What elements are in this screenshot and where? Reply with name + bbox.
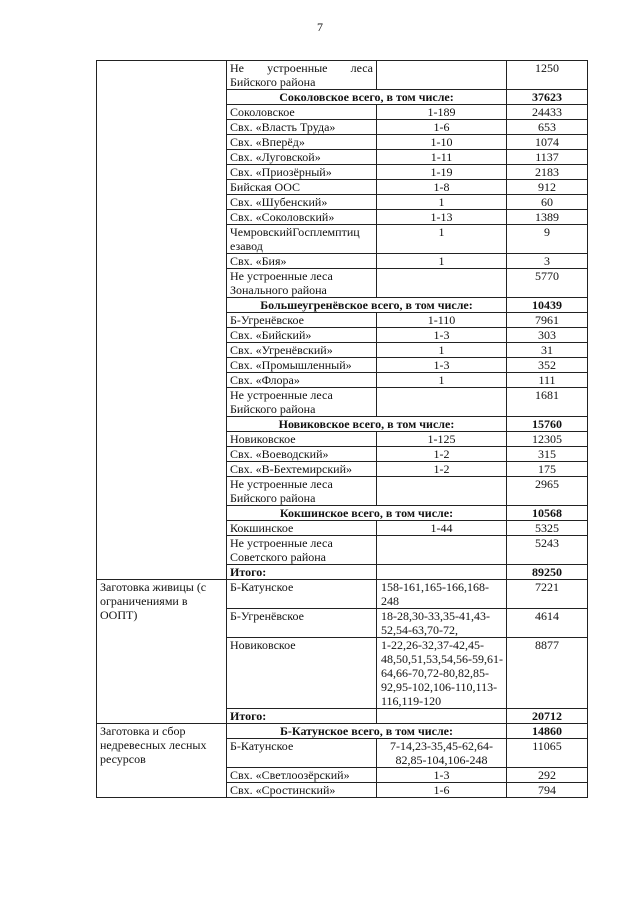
quarters-cell <box>377 61 507 90</box>
quarters-cell: 1-2 <box>377 462 507 477</box>
area-name-cell: Свх. «Соколовский» <box>227 210 377 225</box>
area-value-cell: 111 <box>507 373 588 388</box>
quarters-cell: 1 <box>377 343 507 358</box>
subtotal-value: 10568 <box>507 506 588 521</box>
area-value-cell: 303 <box>507 328 588 343</box>
table-row <box>97 580 588 609</box>
area-value-cell: 7221 <box>507 580 588 609</box>
quarters-cell <box>377 269 507 298</box>
quarters-cell <box>377 477 507 506</box>
area-value-cell: 9 <box>507 225 588 254</box>
quarters-cell <box>377 536 507 565</box>
area-value-cell: 11065 <box>507 739 588 768</box>
area-value-cell: 1137 <box>507 150 588 165</box>
quarters-cell: 1-8 <box>377 180 507 195</box>
subtotal-label: Новиковское всего, в том числе: <box>227 417 507 432</box>
quarters-cell: 1-22,26-32,37-42,45-48,50,51,53,54,56-59,61-64,66-70,72-80,82,85-92,95-102,106-110,113-116,119-120 <box>377 638 507 709</box>
quarters-cell: 1-19 <box>377 165 507 180</box>
area-name-cell: Свх. «Бийский» <box>227 328 377 343</box>
area-name-cell: Свх. «Власть Труда» <box>227 120 377 135</box>
area-name-cell: Свх. «Светлоозёрский» <box>227 768 377 783</box>
area-value-cell: 31 <box>507 343 588 358</box>
quarters-cell: 1 <box>377 225 507 254</box>
area-name-cell: Б-Угренёвское <box>227 609 377 638</box>
table-body <box>97 61 588 798</box>
area-name-cell: Новиковское <box>227 638 377 709</box>
quarters-cell: 1-13 <box>377 210 507 225</box>
area-name-cell: Свх. «Воеводский» <box>227 447 377 462</box>
area-value-cell: 3 <box>507 254 588 269</box>
area-value-cell: 5325 <box>507 521 588 536</box>
subtotal-value: 10439 <box>507 298 588 313</box>
total-value: 89250 <box>507 565 588 580</box>
area-name-cell: Не устроенные леса Бийского района <box>227 388 377 417</box>
area-value-cell: 912 <box>507 180 588 195</box>
area-name-cell: Свх. «Приозёрный» <box>227 165 377 180</box>
area-name-cell: Свх. «В-Бехтемирский» <box>227 462 377 477</box>
area-name-cell: Свх. «Угренёвский» <box>227 343 377 358</box>
area-value-cell: 2965 <box>507 477 588 506</box>
subtotal-label: Б-Катунское всего, в том числе: <box>227 724 507 739</box>
quarters-cell: 1-189 <box>377 105 507 120</box>
area-value-cell: 653 <box>507 120 588 135</box>
quarters-cell: 1 <box>377 254 507 269</box>
category-cell <box>97 61 227 580</box>
empty-cell <box>377 709 507 724</box>
area-value-cell: 1681 <box>507 388 588 417</box>
area-name-cell: Не устроенные леса Бийского района <box>227 61 377 90</box>
area-name-cell: Не устроенные леса Советского района <box>227 536 377 565</box>
area-value-cell: 2183 <box>507 165 588 180</box>
forest-use-table <box>96 60 588 798</box>
subtotal-value: 15760 <box>507 417 588 432</box>
quarters-cell: 1-44 <box>377 521 507 536</box>
area-name-cell: Свх. «Луговской» <box>227 150 377 165</box>
area-name-cell: Свх. «Бия» <box>227 254 377 269</box>
area-value-cell: 292 <box>507 768 588 783</box>
total-value: 20712 <box>507 709 588 724</box>
area-name-cell: Не устроенные леса Зонального района <box>227 269 377 298</box>
area-name-cell: Б-Угренёвское <box>227 313 377 328</box>
quarters-cell: 1-10 <box>377 135 507 150</box>
area-value-cell: 12305 <box>507 432 588 447</box>
area-value-cell: 1250 <box>507 61 588 90</box>
area-name-cell: Бийская ООС <box>227 180 377 195</box>
subtotal-label: Кокшинское всего, в том числе: <box>227 506 507 521</box>
quarters-cell: 1-3 <box>377 768 507 783</box>
quarters-cell: 1 <box>377 373 507 388</box>
quarters-cell: 1-3 <box>377 358 507 373</box>
area-value-cell: 1074 <box>507 135 588 150</box>
empty-cell <box>377 565 507 580</box>
area-name-cell: Соколовское <box>227 105 377 120</box>
subtotal-value: 14860 <box>507 724 588 739</box>
quarters-cell: 1-3 <box>377 328 507 343</box>
table-row <box>97 61 588 90</box>
area-value-cell: 7961 <box>507 313 588 328</box>
page-number: 7 <box>317 20 323 34</box>
category-cell: Заготовка живицы (с ограничениями в ООПТ) <box>97 580 227 724</box>
subtotal-label: Большеугренёвское всего, в том числе: <box>227 298 507 313</box>
area-value-cell: 794 <box>507 783 588 798</box>
quarters-cell: 1-11 <box>377 150 507 165</box>
quarters-cell: 1-2 <box>377 447 507 462</box>
area-value-cell: 175 <box>507 462 588 477</box>
area-name-cell: Свх. «Сростинский» <box>227 783 377 798</box>
area-name-cell: Свх. «Флора» <box>227 373 377 388</box>
quarters-cell: 18-28,30-33,35-41,43-52,54-63,70-72, <box>377 609 507 638</box>
area-name-cell: Свх. «Вперёд» <box>227 135 377 150</box>
area-name-cell: Свх. «Шубенский» <box>227 195 377 210</box>
area-value-cell: 5770 <box>507 269 588 298</box>
area-value-cell: 1389 <box>507 210 588 225</box>
quarters-cell: 7-14,23-35,45-62,64-82,85-104,106-248 <box>377 739 507 768</box>
category-cell: Заготовка и сбор недревесных лесных ресурсов <box>97 724 227 798</box>
area-name-cell: Б-Катунское <box>227 580 377 609</box>
quarters-cell: 1-110 <box>377 313 507 328</box>
area-name-cell: Свх. «Промышленный» <box>227 358 377 373</box>
area-name-cell: Новиковское <box>227 432 377 447</box>
area-value-cell: 315 <box>507 447 588 462</box>
subtotal-row <box>97 724 588 739</box>
area-name-cell: Не устроенные леса Бийского района <box>227 477 377 506</box>
area-name-cell: Кокшинское <box>227 521 377 536</box>
quarters-cell: 1-6 <box>377 783 507 798</box>
subtotal-value: 37623 <box>507 90 588 105</box>
area-value-cell: 352 <box>507 358 588 373</box>
quarters-cell <box>377 388 507 417</box>
area-value-cell: 60 <box>507 195 588 210</box>
area-value-cell: 5243 <box>507 536 588 565</box>
quarters-cell: 1-6 <box>377 120 507 135</box>
area-value-cell: 4614 <box>507 609 588 638</box>
total-label: Итого: <box>227 709 377 724</box>
area-name-cell: Б-Катунское <box>227 739 377 768</box>
subtotal-label: Соколовское всего, в том числе: <box>227 90 507 105</box>
quarters-cell: 158-161,165-166,168-248 <box>377 580 507 609</box>
quarters-cell: 1-125 <box>377 432 507 447</box>
total-label: Итого: <box>227 565 377 580</box>
area-value-cell: 24433 <box>507 105 588 120</box>
quarters-cell: 1 <box>377 195 507 210</box>
area-name-cell: ЧемровскийГосплемптиц езавод <box>227 225 377 254</box>
area-value-cell: 8877 <box>507 638 588 709</box>
